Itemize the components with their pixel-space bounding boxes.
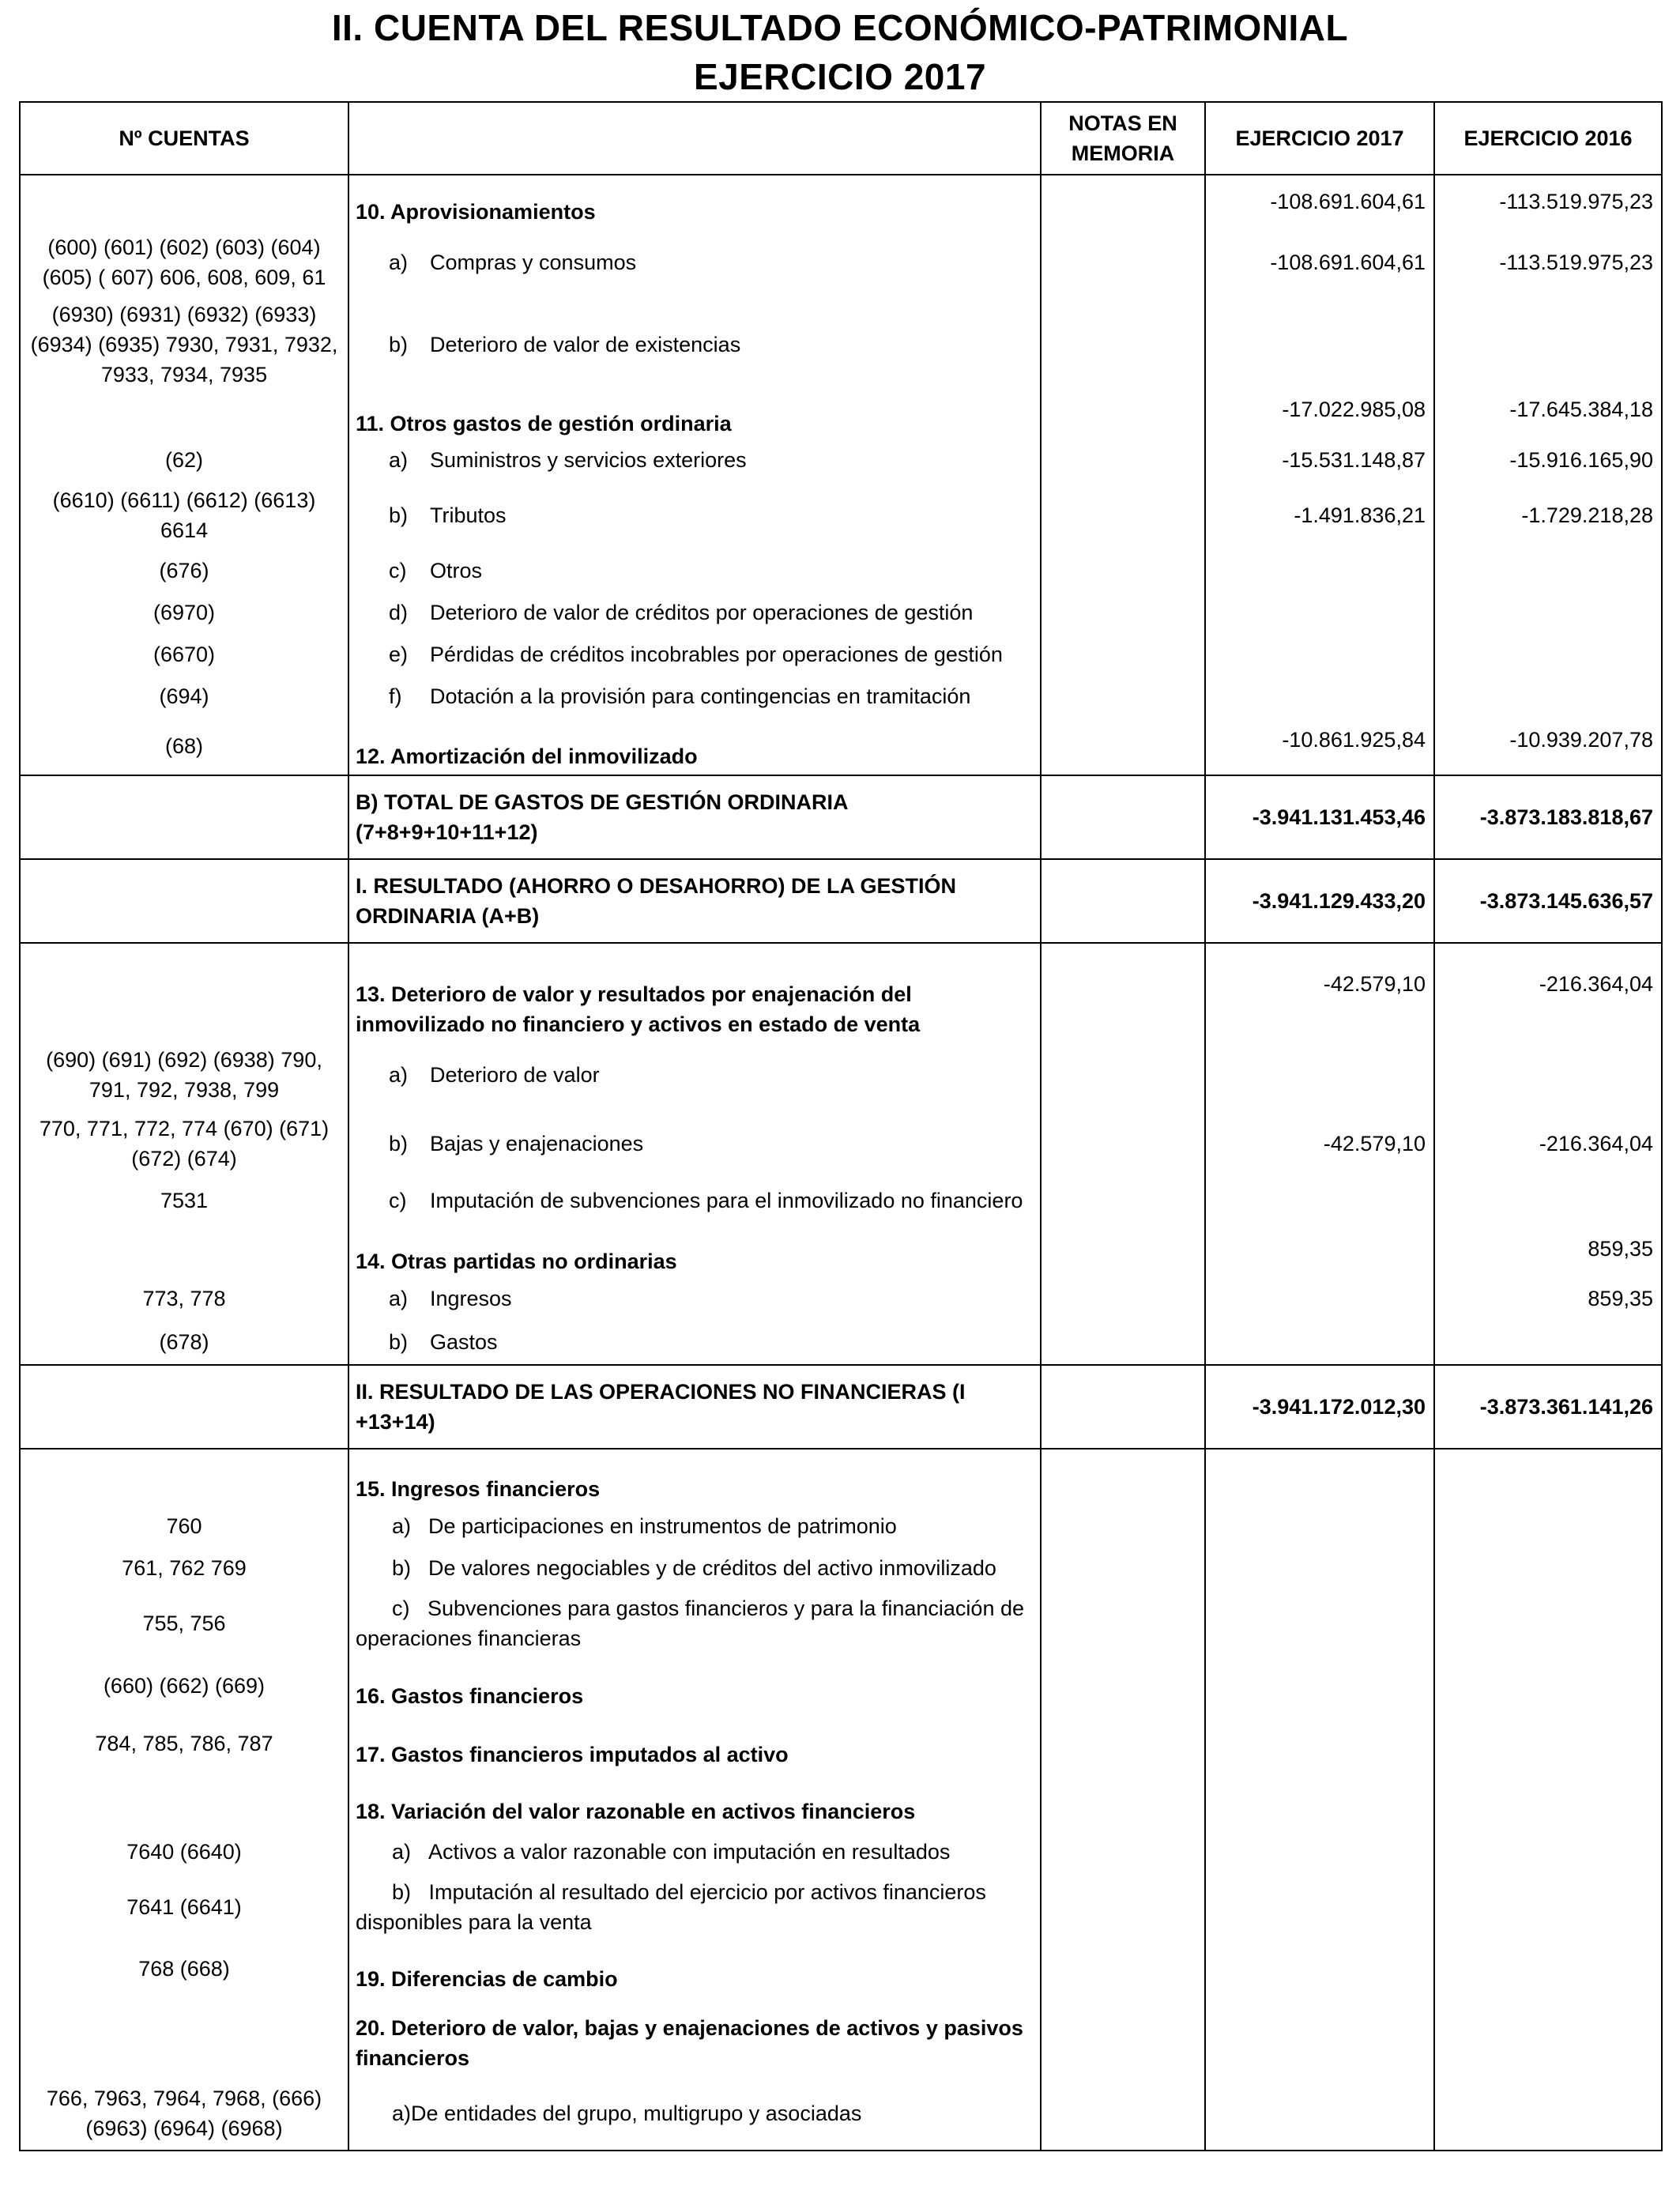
row-value-2017: -108.691.604,61 xyxy=(1205,230,1434,295)
row-label-text: Gastos xyxy=(430,1329,498,1354)
row-value-2016 xyxy=(1434,1830,1662,1874)
row-accounts: (676) xyxy=(20,549,348,592)
row-value-2016 xyxy=(1434,295,1662,394)
header-notas-line1: NOTAS EN xyxy=(1068,111,1177,135)
table-row xyxy=(20,1830,1662,1874)
row-value-2017: -17.022.985,08 xyxy=(1205,394,1434,439)
row-letter: c) xyxy=(392,1596,410,1620)
row-value-2016 xyxy=(1434,1041,1662,1109)
row-notes xyxy=(1041,859,1205,943)
row-accounts: (678) xyxy=(20,1319,348,1365)
row-value-2016 xyxy=(1434,633,1662,676)
row-value-2017: -15.531.148,87 xyxy=(1205,439,1434,481)
page-subtitle: EJERCICIO 2017 xyxy=(693,56,987,97)
row-value-2017 xyxy=(1205,1997,1434,2076)
row-notes xyxy=(1041,295,1205,394)
row-notes xyxy=(1041,717,1205,775)
row-letter: f) xyxy=(389,684,402,708)
header-ejercicio-2016: EJERCICIO 2016 xyxy=(1434,102,1662,175)
row-notes xyxy=(1041,1223,1205,1278)
row-letter: e) xyxy=(389,643,409,666)
table-row xyxy=(20,1041,1662,1109)
row-notes xyxy=(1041,943,1205,1041)
row-label: I. RESULTADO (AHORRO O DESAHORRO) DE LA GESTIÓN ORDINARIA (A+B) xyxy=(348,859,1041,943)
row-notes xyxy=(1041,1041,1205,1109)
total-row xyxy=(20,1365,1662,1449)
header-cuentas: Nº CUENTAS xyxy=(20,102,348,175)
table-row xyxy=(20,1506,1662,1547)
row-notes xyxy=(1041,592,1205,633)
row-label: 11. Otros gastos de gestión ordinaria xyxy=(348,394,1041,439)
row-value-2017 xyxy=(1205,676,1434,717)
row-label: 17. Gastos financieros imputados al activo xyxy=(348,1714,1041,1773)
row-accounts xyxy=(20,943,348,1041)
table-row xyxy=(20,1874,1662,1940)
header-concepto xyxy=(348,102,1041,175)
row-notes xyxy=(1041,394,1205,439)
row-value-2017 xyxy=(1205,1657,1434,1714)
table-row xyxy=(20,1657,1662,1714)
row-value-2016 xyxy=(1434,1506,1662,1547)
row-notes xyxy=(1041,1365,1205,1449)
row-label xyxy=(348,592,1041,633)
row-value-2017: -42.579,10 xyxy=(1205,943,1434,1041)
row-label-text: De participaciones en instrumentos de patrimonio xyxy=(428,1514,897,1538)
row-notes xyxy=(1041,439,1205,481)
row-label-text: Pérdidas de créditos incobrables por operaciones de gestión xyxy=(430,643,1003,666)
row-label xyxy=(348,1589,1041,1657)
row-accounts: 784, 785, 786, 787 xyxy=(20,1714,348,1773)
row-notes xyxy=(1041,1319,1205,1365)
row-value-2017 xyxy=(1205,1773,1434,1830)
table-row xyxy=(20,1773,1662,1830)
row-value-2017 xyxy=(1205,1319,1434,1365)
row-accounts xyxy=(20,1997,348,2076)
table-row xyxy=(20,592,1662,633)
row-notes xyxy=(1041,633,1205,676)
header-ejercicio-2017: EJERCICIO 2017 xyxy=(1205,102,1434,175)
row-label xyxy=(348,1178,1041,1223)
row-accounts: 7640 (6640) xyxy=(20,1830,348,1874)
row-value-2016: -10.939.207,78 xyxy=(1434,717,1662,775)
row-value-2016 xyxy=(1434,1589,1662,1657)
row-letter: c) xyxy=(389,559,407,582)
row-label: 18. Variación del valor razonable en activos financieros xyxy=(348,1773,1041,1830)
row-letter: b) xyxy=(389,503,409,527)
row-value-2017 xyxy=(1205,592,1434,633)
row-label xyxy=(348,481,1041,549)
row-value-2017 xyxy=(1205,1506,1434,1547)
row-notes xyxy=(1041,481,1205,549)
table-row xyxy=(20,1547,1662,1589)
row-accounts xyxy=(20,175,348,230)
row-value-2016: 859,35 xyxy=(1434,1223,1662,1278)
row-label: 12. Amortización del inmovilizado xyxy=(348,717,1041,775)
table-row xyxy=(20,1714,1662,1773)
row-notes xyxy=(1041,230,1205,295)
row-value-2017 xyxy=(1205,1589,1434,1657)
row-letter: a) xyxy=(389,1287,409,1310)
table-row xyxy=(20,295,1662,394)
row-value-2016 xyxy=(1434,1449,1662,1506)
row-letter: b) xyxy=(389,1132,409,1155)
row-letter: b) xyxy=(389,333,409,356)
row-accounts: 755, 756 xyxy=(20,1589,348,1657)
row-value-2016 xyxy=(1434,2076,1662,2151)
row-accounts xyxy=(20,775,348,859)
row-value-2016 xyxy=(1434,1714,1662,1773)
row-notes xyxy=(1041,175,1205,230)
row-label xyxy=(348,1109,1041,1178)
row-label-text: Deterioro de valor xyxy=(430,1063,600,1087)
row-accounts: 770, 771, 772, 774 (670) (671) (672) (674) xyxy=(20,1109,348,1178)
row-label-text: Compras y consumos xyxy=(430,251,637,274)
row-letter: b) xyxy=(392,1556,412,1580)
row-notes xyxy=(1041,1773,1205,1830)
row-value-2016: -15.916.165,90 xyxy=(1434,439,1662,481)
row-label: 19. Diferencias de cambio xyxy=(348,1940,1041,1997)
row-value-2017 xyxy=(1205,1874,1434,1940)
row-notes xyxy=(1041,775,1205,859)
total-row xyxy=(20,775,1662,859)
table-row xyxy=(20,481,1662,549)
row-value-2016 xyxy=(1434,1940,1662,1997)
table-header-row xyxy=(20,102,1662,175)
row-label xyxy=(348,676,1041,717)
table-row xyxy=(20,676,1662,717)
row-value-2016: 859,35 xyxy=(1434,1278,1662,1319)
row-value-2017 xyxy=(1205,1223,1434,1278)
row-accounts: (694) xyxy=(20,676,348,717)
row-letter: a) xyxy=(392,1514,412,1538)
row-label xyxy=(348,1874,1041,1940)
row-label xyxy=(348,2076,1041,2151)
row-accounts: 768 (668) xyxy=(20,1940,348,1997)
row-value-2016 xyxy=(1434,1547,1662,1589)
table-row xyxy=(20,1178,1662,1223)
table-row xyxy=(20,1223,1662,1278)
row-accounts: 766, 7963, 7964, 7968, (666) (6963) (6964) (6968) xyxy=(20,2076,348,2151)
row-letter: b) xyxy=(389,1329,409,1354)
row-letter: a) xyxy=(392,1840,412,1864)
row-value-2017: -10.861.925,84 xyxy=(1205,717,1434,775)
row-label xyxy=(348,1041,1041,1109)
row-notes xyxy=(1041,1940,1205,1997)
row-letter: c) xyxy=(389,1189,407,1212)
row-label-text: Suministros y servicios exteriores xyxy=(430,448,747,472)
row-value-2016: -216.364,04 xyxy=(1434,1109,1662,1178)
row-letter: d) xyxy=(389,601,409,624)
row-label-text: Dotación a la provisión para contingencias en tramitación xyxy=(430,684,971,708)
page-title: II. CUENTA DEL RESULTADO ECONÓMICO-PATRIMONIAL xyxy=(331,7,1349,48)
table-row xyxy=(20,943,1662,1041)
table-row xyxy=(20,1278,1662,1319)
row-label: 13. Deterioro de valor y resultados por enajenación del inmovilizado no financiero y activos en estado de venta xyxy=(348,943,1041,1041)
row-label-text: De entidades del grupo, multigrupo y asociadas xyxy=(411,2101,862,2125)
row-accounts: (68) xyxy=(20,717,348,775)
row-value-2017 xyxy=(1205,1547,1434,1589)
table-row xyxy=(20,2076,1662,2151)
row-accounts: 760 xyxy=(20,1506,348,1547)
total-row xyxy=(20,859,1662,943)
table-row xyxy=(20,1997,1662,2076)
row-value-2016: -113.519.975,23 xyxy=(1434,175,1662,230)
row-value-2017 xyxy=(1205,295,1434,394)
row-notes xyxy=(1041,549,1205,592)
table-row xyxy=(20,175,1662,230)
row-value-2016: -3.873.361.141,26 xyxy=(1434,1365,1662,1449)
row-label-text: Imputación de subvenciones para el inmovilizado no financiero xyxy=(430,1189,1023,1212)
row-label xyxy=(348,1319,1041,1365)
row-value-2017: -42.579,10 xyxy=(1205,1109,1434,1178)
row-value-2016: -3.873.183.818,67 xyxy=(1434,775,1662,859)
row-value-2017: -108.691.604,61 xyxy=(1205,175,1434,230)
row-notes xyxy=(1041,2076,1205,2151)
row-notes xyxy=(1041,1109,1205,1178)
row-value-2017: -3.941.131.453,46 xyxy=(1205,775,1434,859)
row-accounts xyxy=(20,859,348,943)
row-notes xyxy=(1041,1657,1205,1714)
row-value-2016: -3.873.145.636,57 xyxy=(1434,859,1662,943)
row-notes xyxy=(1041,676,1205,717)
row-label-text: Activos a valor razonable con imputación en resultados xyxy=(428,1840,951,1864)
table-row xyxy=(20,717,1662,775)
row-letter: a) xyxy=(389,251,409,274)
row-letter: a) xyxy=(389,1063,409,1087)
row-notes xyxy=(1041,1589,1205,1657)
row-value-2016: -216.364,04 xyxy=(1434,943,1662,1041)
row-value-2017 xyxy=(1205,1041,1434,1109)
row-label: 16. Gastos financieros xyxy=(348,1657,1041,1714)
row-accounts xyxy=(20,394,348,439)
table-row xyxy=(20,230,1662,295)
row-notes xyxy=(1041,1874,1205,1940)
table-row xyxy=(20,1940,1662,1997)
row-label xyxy=(348,1547,1041,1589)
row-label-text: Imputación al resultado del ejercicio por activos financieros disponibles para la venta xyxy=(356,1880,986,1934)
row-accounts xyxy=(20,1365,348,1449)
row-notes xyxy=(1041,1830,1205,1874)
row-notes xyxy=(1041,1547,1205,1589)
row-value-2017: -1.491.836,21 xyxy=(1205,481,1434,549)
header-notas-line2: MEMORIA xyxy=(1071,141,1175,165)
row-letter: a) xyxy=(392,2101,412,2125)
row-value-2016 xyxy=(1434,1657,1662,1714)
row-value-2017 xyxy=(1205,1449,1434,1506)
row-label xyxy=(348,1830,1041,1874)
row-accounts: (6610) (6611) (6612) (6613) 6614 xyxy=(20,481,348,549)
header-notas xyxy=(1041,102,1205,175)
row-value-2017 xyxy=(1205,1940,1434,1997)
row-value-2017 xyxy=(1205,1178,1434,1223)
table-row xyxy=(20,439,1662,481)
row-accounts: 761, 762 769 xyxy=(20,1547,348,1589)
row-label xyxy=(348,1506,1041,1547)
row-notes xyxy=(1041,1449,1205,1506)
table-row xyxy=(20,1319,1662,1365)
row-label xyxy=(348,1278,1041,1319)
row-value-2016 xyxy=(1434,1319,1662,1365)
row-label: II. RESULTADO DE LAS OPERACIONES NO FINANCIERAS (I +13+14) xyxy=(348,1365,1041,1449)
row-accounts: (6670) xyxy=(20,633,348,676)
row-accounts: 773, 778 xyxy=(20,1278,348,1319)
row-label-text: Deterioro de valor de existencias xyxy=(430,333,741,356)
row-notes xyxy=(1041,1714,1205,1773)
row-label: 10. Aprovisionamientos xyxy=(348,175,1041,230)
row-value-2017 xyxy=(1205,2076,1434,2151)
row-label-text: Otros xyxy=(430,559,483,582)
row-accounts xyxy=(20,1223,348,1278)
row-label-text: Bajas y enajenaciones xyxy=(430,1132,644,1155)
row-value-2017 xyxy=(1205,549,1434,592)
row-notes xyxy=(1041,1178,1205,1223)
row-letter: b) xyxy=(392,1880,412,1904)
row-value-2017 xyxy=(1205,1714,1434,1773)
row-accounts: (62) xyxy=(20,439,348,481)
row-value-2017 xyxy=(1205,1830,1434,1874)
row-value-2016 xyxy=(1434,676,1662,717)
results-table xyxy=(19,101,1663,2151)
row-label: 15. Ingresos financieros xyxy=(348,1449,1041,1506)
table-row xyxy=(20,633,1662,676)
row-label-text: Deterioro de valor de créditos por operaciones de gestión xyxy=(430,601,974,624)
row-accounts xyxy=(20,1773,348,1830)
table-row xyxy=(20,1589,1662,1657)
row-label-text: Subvenciones para gastos financieros y para la financiación de operaciones financieras xyxy=(356,1596,1024,1650)
row-value-2016 xyxy=(1434,1997,1662,2076)
row-value-2017 xyxy=(1205,1278,1434,1319)
row-letter: a) xyxy=(389,448,409,472)
row-notes xyxy=(1041,1278,1205,1319)
row-label-text: De valores negociables y de créditos del activo inmovilizado xyxy=(428,1556,996,1580)
row-label: B) TOTAL DE GASTOS DE GESTIÓN ORDINARIA (7+8+9+10+11+12) xyxy=(348,775,1041,859)
row-notes xyxy=(1041,1997,1205,2076)
row-value-2016 xyxy=(1434,549,1662,592)
table-row xyxy=(20,1449,1662,1506)
row-label: 14. Otras partidas no ordinarias xyxy=(348,1223,1041,1278)
row-value-2016: -17.645.384,18 xyxy=(1434,394,1662,439)
row-label xyxy=(348,633,1041,676)
row-value-2016: -1.729.218,28 xyxy=(1434,481,1662,549)
row-notes xyxy=(1041,1506,1205,1547)
row-value-2016: -113.519.975,23 xyxy=(1434,230,1662,295)
row-label: 20. Deterioro de valor, bajas y enajenaciones de activos y pasivos financieros xyxy=(348,1997,1041,2076)
row-label-text: Ingresos xyxy=(430,1287,512,1310)
table-row xyxy=(20,549,1662,592)
row-value-2016 xyxy=(1434,1773,1662,1830)
row-value-2016 xyxy=(1434,1178,1662,1223)
row-accounts: (660) (662) (669) xyxy=(20,1657,348,1714)
row-value-2016 xyxy=(1434,592,1662,633)
row-accounts: (600) (601) (602) (603) (604) (605) ( 607) 606, 608, 609, 61 xyxy=(20,230,348,295)
row-accounts xyxy=(20,1449,348,1506)
row-label-text: Tributos xyxy=(430,503,507,527)
row-accounts: (6970) xyxy=(20,592,348,633)
row-accounts: 7641 (6641) xyxy=(20,1874,348,1940)
row-accounts: (6930) (6931) (6932) (6933) (6934) (6935) 7930, 7931, 7932, 7933, 7934, 7935 xyxy=(20,295,348,394)
row-accounts: (690) (691) (692) (6938) 790, 791, 792, 7938, 799 xyxy=(20,1041,348,1109)
row-value-2017: -3.941.172.012,30 xyxy=(1205,1365,1434,1449)
row-value-2017 xyxy=(1205,633,1434,676)
row-value-2017: -3.941.129.433,20 xyxy=(1205,859,1434,943)
row-label xyxy=(348,295,1041,394)
row-label xyxy=(348,230,1041,295)
row-label xyxy=(348,439,1041,481)
row-label xyxy=(348,549,1041,592)
row-accounts: 7531 xyxy=(20,1178,348,1223)
table-row xyxy=(20,394,1662,439)
table-row xyxy=(20,1109,1662,1178)
row-value-2016 xyxy=(1434,1874,1662,1940)
